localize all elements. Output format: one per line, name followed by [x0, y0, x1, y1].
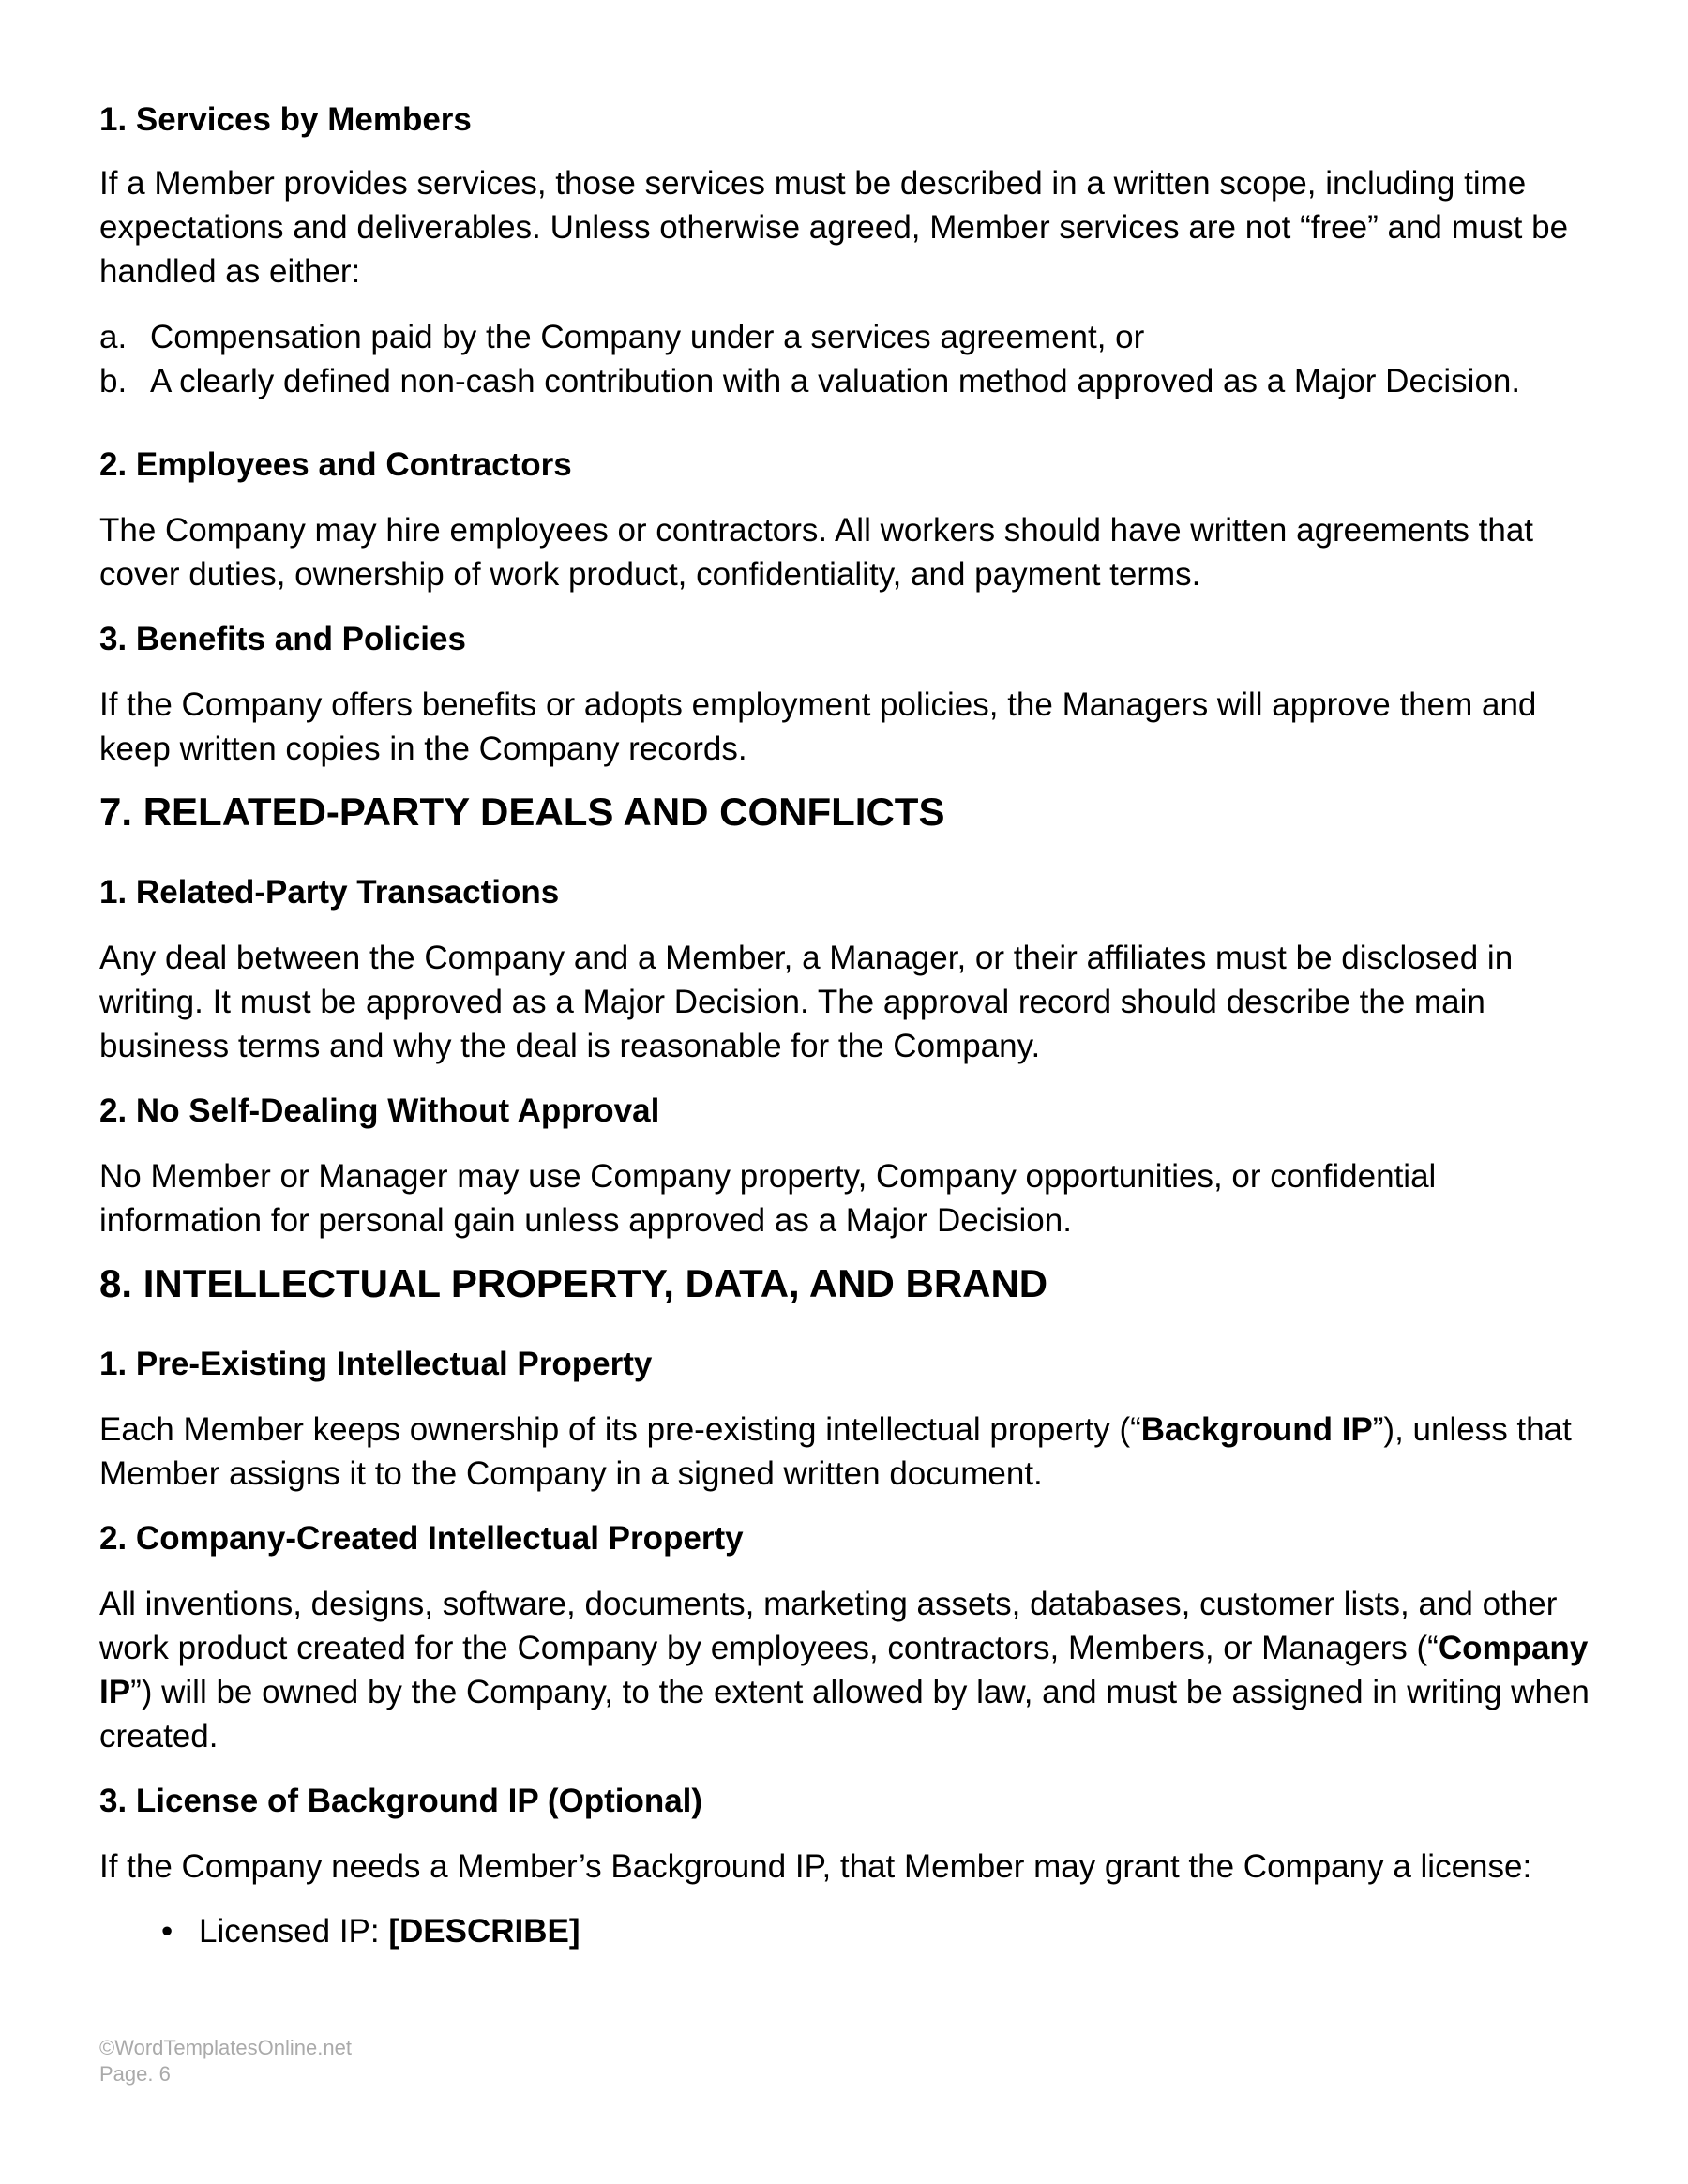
list-item-text: A clearly defined non-cash contribution with a valuation method approved as a Major Decision.: [150, 363, 1521, 399]
paragraph-related-party-transactions: Any deal between the Company and a Member, a Manager, or their affiliates must be disclosed in writing. It must be approved as a Major Decision. The approval record should describe the main business terms and why the deal is reasonable for the Company.: [99, 940, 1514, 1064]
heading-company-created-ip: 2. Company-Created Intellectual Property: [99, 1520, 744, 1557]
heading-benefits-policies: 3. Benefits and Policies: [99, 621, 466, 657]
defined-term-company-ip: Company IP: [99, 1630, 1589, 1710]
heading-employees-contractors: 2. Employees and Contractors: [99, 446, 572, 483]
heading-related-party-transactions: 1. Related-Party Transactions: [99, 874, 560, 911]
page-footer: [99, 2035, 352, 2087]
paragraph-pre-existing-ip: [99, 1408, 1600, 1496]
paragraph-services-by-members: If a Member provides services, those services must be described in a written scope, including time expectations and deliverables. Unless otherwise agreed, Member services are not “free” and must be handled as either:: [99, 165, 1569, 290]
bullet-licensed-ip: [99, 1909, 1600, 1953]
text-run: ”) will be owned by the Company, to the extent allowed by law, and must be assigned in writing when created.: [99, 1674, 1590, 1755]
paragraph-company-created-ip: [99, 1582, 1600, 1758]
text-run: Each Member keeps ownership of its pre-existing intellectual property (“: [99, 1411, 1141, 1448]
list-services-options: [99, 315, 1600, 403]
defined-term-background-ip: Background IP: [1140, 1411, 1373, 1448]
document-page: [99, 94, 1600, 1953]
heading-no-self-dealing: 2. No Self-Dealing Without Approval: [99, 1092, 660, 1129]
section-heading-intellectual-property: 8. INTELLECTUAL PROPERTY, DATA, AND BRAND: [99, 1261, 1048, 1305]
placeholder-describe: [DESCRIBE]: [388, 1913, 580, 1950]
list-item: [99, 359, 1600, 403]
list-marker: a.: [99, 319, 128, 355]
paragraph-license-background-ip: If the Company needs a Member’s Background IP, that Member may grant the Company a license:: [99, 1848, 1532, 1885]
paragraph-no-self-dealing: No Member or Manager may use Company property, Company opportunities, or confidential information for personal gain unless approved as a Major Decision.: [99, 1158, 1437, 1239]
text-run: All inventions, designs, software, documents, marketing assets, databases, customer lists, and other work product created for the Company by employees, contractors, Members, or Managers (“: [99, 1586, 1558, 1666]
bullet-label: Licensed IP:: [199, 1913, 389, 1950]
heading-services-by-members: 1. Services by Members: [99, 101, 472, 138]
section-heading-related-party: 7. RELATED-PARTY DEALS AND CONFLICTS: [99, 790, 945, 834]
footer-page-number: Page. 6: [99, 2062, 171, 2086]
text-run: ”), unless that Member assigns it to the Company in a signed written document.: [99, 1411, 1572, 1492]
list-item-text: Compensation paid by the Company under a services agreement, or: [150, 319, 1145, 355]
footer-copyright: ©WordTemplatesOnline.net: [99, 2036, 352, 2059]
list-marker: b.: [99, 363, 128, 399]
paragraph-benefits-policies: If the Company offers benefits or adopts employment policies, the Managers will approve them and keep written copies in the Company records.: [99, 686, 1537, 767]
list-item: [99, 315, 1600, 359]
heading-license-background-ip: 3. License of Background IP (Optional): [99, 1783, 703, 1819]
paragraph-employees-contractors: The Company may hire employees or contractors. All workers should have written agreements that cover duties, ownership of work product, confidentiality, and payment terms.: [99, 512, 1534, 593]
heading-pre-existing-ip: 1. Pre-Existing Intellectual Property: [99, 1346, 653, 1382]
bullet-icon: •: [161, 1913, 173, 1950]
